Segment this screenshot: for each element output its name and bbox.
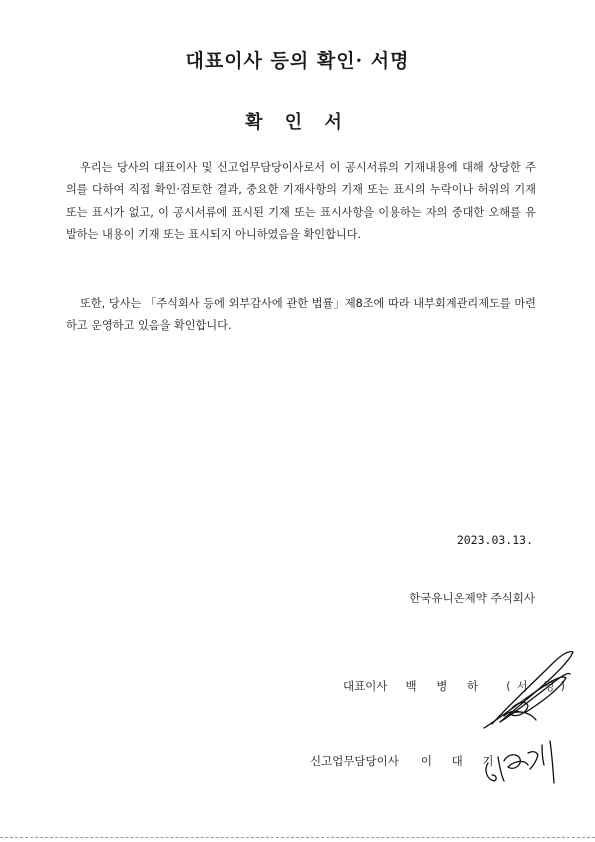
document-date: 2023.03.13. <box>456 533 533 547</box>
disclosure-officer-signature-line <box>310 753 502 769</box>
document-title: 대표이사 등의 확인· 서명 <box>185 50 410 72</box>
document-subtitle: 확 인 서 <box>245 112 350 133</box>
officer-role: 신고업무담당이사 <box>310 754 399 768</box>
ceo-name: 백 병 하 <box>405 679 487 693</box>
scan-edge-line <box>0 837 595 838</box>
ceo-signature-line <box>343 678 571 694</box>
internal-control-paragraph: 또한, 당사는 「주식회사 등에 외부감사에 관한 법률」제8조에 따라 내부회계관리제도를 마련하고 운영하고 있음을 확인합니다. <box>66 297 536 333</box>
ceo-role: 대표이사 <box>343 679 388 693</box>
company-name: 한국유니온제약 주식회사 <box>409 591 535 605</box>
ceo-sign-mark: (서 명) <box>506 679 571 693</box>
confirmation-paragraph: 우리는 당사의 대표이사 및 신고업무담당이사로서 이 공시서류의 기재내용에 대해 상당한 주의를 다하여 직접 확인·검토한 결과, 중요한 기재사항의 기재 또는 표시의 누락이나 허위의 기재 또는 표시가 없고, 이 공시서류에 표시된 기재 또는 표시사항을 이용하는 자의 중대한 오해를 유발하는 내용이 기재 또는 표시되지 아니하였음을 확인합니다. <box>66 161 536 241</box>
officer-name: 이 대 기 <box>420 754 502 768</box>
